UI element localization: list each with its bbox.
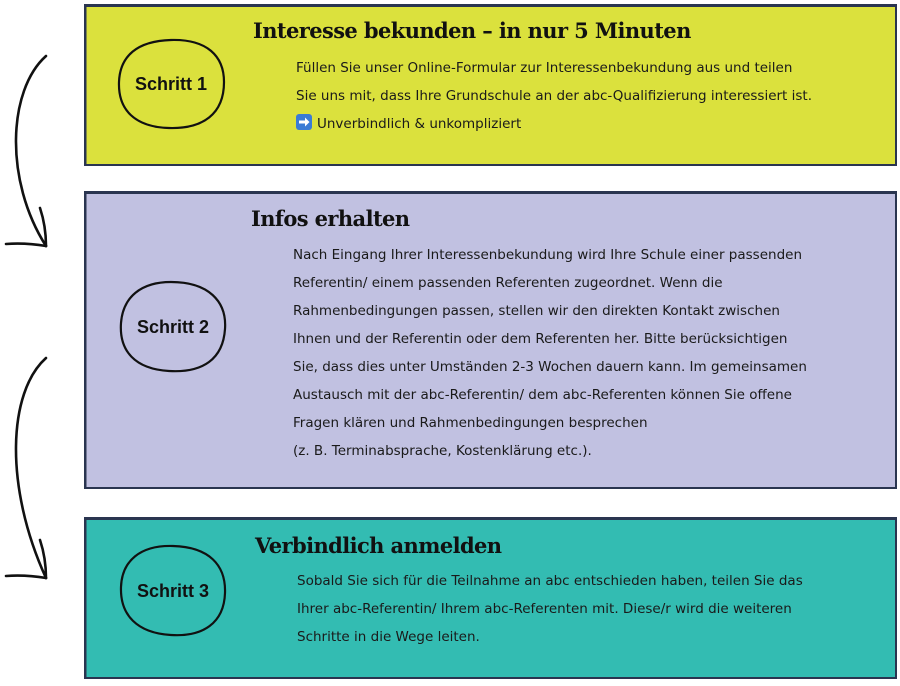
step-arrows bbox=[0, 0, 90, 686]
step-2-line: Referentin/ einem passenden Referenten zugeordnet. Wenn die bbox=[293, 275, 723, 291]
step-2-title: Infos erhalten bbox=[251, 206, 410, 231]
step-3-label: Schritt 3 bbox=[136, 580, 210, 601]
step-1-note-text: Unverbindlich & unkompliziert bbox=[317, 116, 522, 132]
step-1-text bbox=[296, 54, 812, 138]
step-1-box bbox=[84, 4, 897, 166]
step-2-box bbox=[84, 191, 897, 489]
step-1-note bbox=[296, 110, 812, 138]
step-3-line: Ihrer abc-Referentin/ Ihrem abc-Referenten mit. Diese/r wird die weiteren bbox=[297, 601, 792, 617]
step-1-label: Schritt 1 bbox=[134, 73, 208, 94]
step-2-circle bbox=[113, 277, 233, 377]
step-2-line: (z. B. Terminabsprache, Kostenklärung etc.). bbox=[293, 443, 592, 459]
step-3-line: Sobald Sie sich für die Teilnahme an abc entschieden haben, teilen Sie das bbox=[297, 573, 803, 589]
step-1-line: Sie uns mit, dass Ihre Grundschule an der abc-Qualifizierung interessiert ist. bbox=[296, 88, 813, 104]
step-2-line: Austausch mit der abc-Referentin/ dem abc-Referenten können Sie offene bbox=[293, 387, 792, 403]
step-1-circle bbox=[111, 34, 231, 134]
step-2-line: Sie, dass dies unter Umständen 2-3 Wochen dauern kann. Im gemeinsamen bbox=[293, 359, 807, 375]
step-2-line: Nach Eingang Ihrer Interessenbekundung wird Ihre Schule einer passenden bbox=[293, 247, 802, 263]
step-2-line: Ihnen und der Referentin oder dem Referenten her. Bitte berücksichtigen bbox=[293, 331, 788, 347]
step-3-box bbox=[84, 517, 897, 679]
right-arrow-emoji-icon bbox=[296, 114, 312, 130]
step-2-label: Schritt 2 bbox=[136, 316, 210, 337]
step-2-line: Fragen klären und Rahmenbedingungen besprechen bbox=[293, 415, 648, 431]
step-2-line: Rahmenbedingungen passen, stellen wir den direkten Kontakt zwischen bbox=[293, 303, 780, 319]
step-1-title: Interesse bekunden – in nur 5 Minuten bbox=[253, 18, 691, 43]
step-3-text bbox=[297, 567, 803, 651]
step-3-circle bbox=[113, 541, 233, 641]
step-1-line: Füllen Sie unser Online-Formular zur Interessenbekundung aus und teilen bbox=[296, 60, 793, 76]
arrow-step1-to-step2 bbox=[6, 56, 46, 246]
arrow-step2-to-step3 bbox=[6, 358, 46, 578]
step-2-text bbox=[293, 241, 807, 465]
step-3-title: Verbindlich anmelden bbox=[255, 533, 502, 558]
step-3-line: Schritte in die Wege leiten. bbox=[297, 629, 480, 645]
